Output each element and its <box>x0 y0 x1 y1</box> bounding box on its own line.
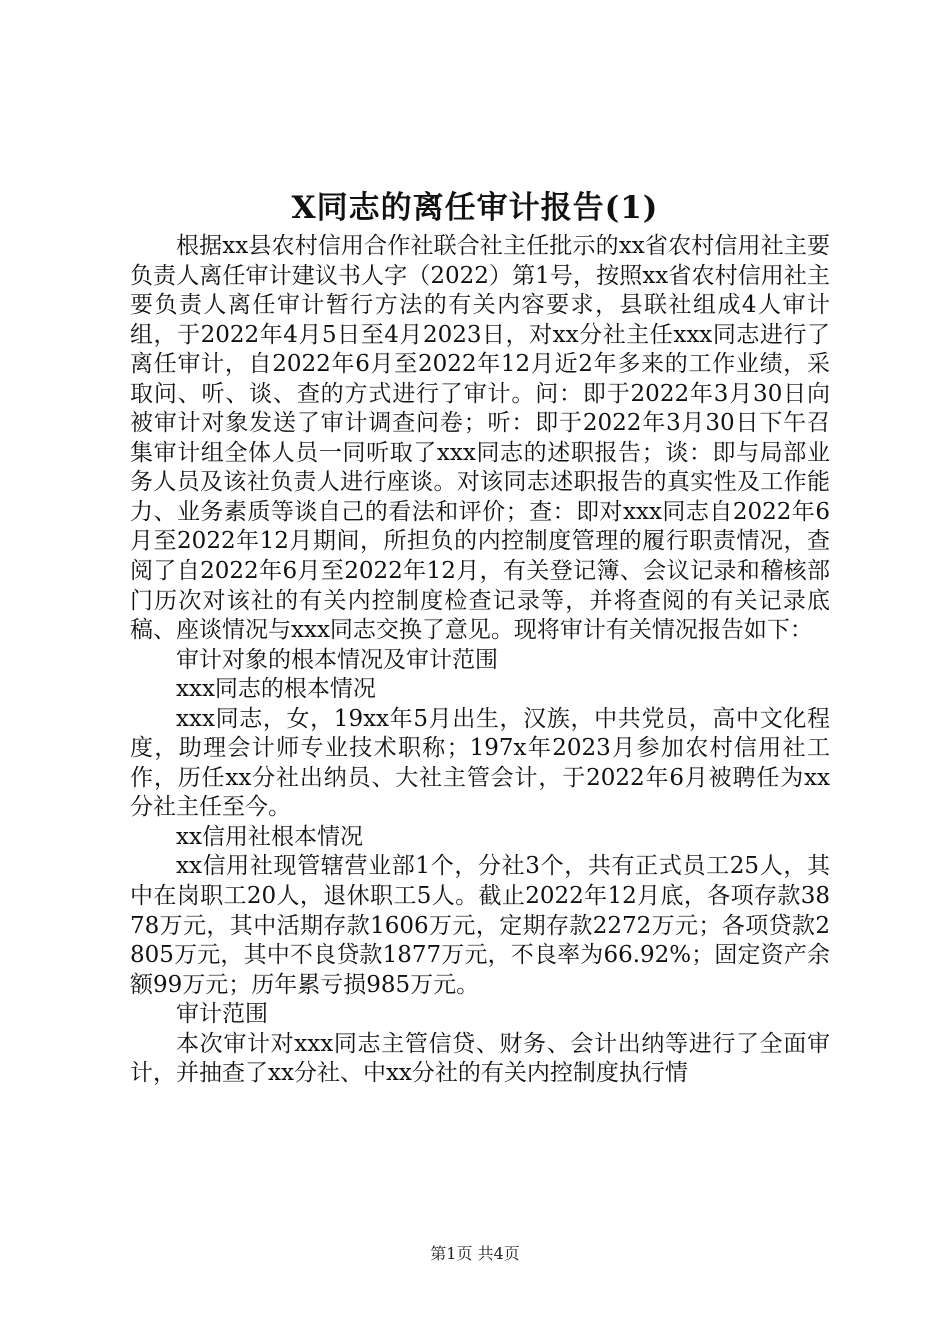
credit-union-paragraph: xx信用社现管辖营业部1个，分社3个，共有正式员工25人，其中在岗职工20人，退休职工5人。截止2022年12月底，各项存款3878万元，其中活期存款1606万元，定期存款2272万元；各项贷款2805万元，其中不良贷款1877万元，不良率为66.92%；固定资产余额99万元；历年累亏损985万元。 <box>130 853 830 998</box>
subsection-heading-credit-union: xx信用社根本情况 <box>176 823 363 850</box>
page-number-footer: 第1页 共4页 <box>430 1244 520 1263</box>
intro-paragraph: 根据xx县农村信用合作社联合社主任批示的xx省农村信用社主要负责人离任审计建议书人字（2022）第1号，按照xx省农村信用社主要负责人离任审计暂行方法的有关内容要求，县联社组成4人审计组，于2022年4月5日至4月2023日，对xx分社主任xxx同志进行了离任审计，自2022年6月至2022年12月近2年多来的工作业绩，采取问、听、谈、查的方式进行了审计。问：即于2022年3月30日向被审计对象发送了审计调查问卷；听：即于2022年3月30日下午召集审计组全体人员一同听取了xxx同志的述职报告；谈：即与局部业务人员及该社负责人进行座谈。对该同志述职报告的真实性及工作能力、业务素质等谈自己的看法和评价；查：即对xxx同志自2022年6月至2022年12月期间，所担负的内控制度管理的履行职责情况，查阅了自2022年6月至2022年12月，有关登记簿、会议记录和稽核部门历次对该社的有关内控制度检查记录等，并将查阅的有关记录底稿、座谈情况与xxx同志交换了意见。现将审计有关情况报告如下： <box>130 233 830 644</box>
document-body <box>130 232 830 1089</box>
audit-scope-paragraph: 本次审计对xxx同志主管信贷、财务、会计出纳等进行了全面审计，并抽查了xx分社、中xx分社的有关内控制度执行情 <box>130 1030 830 1087</box>
basic-info-paragraph: xxx同志，女，19xx年5月出生，汉族，中共党员，高中文化程度，助理会计师专业技术职称；197x年2023月参加农村信用社工作，历任xx分社出纳员、大社主管会计，于2022年6月被聘任为xx分社主任至今。 <box>130 705 830 821</box>
section-heading-audit-subject: 审计对象的根本情况及审计范围 <box>176 646 498 673</box>
document-title: X同志的离任审计报告(1) <box>291 190 659 226</box>
subsection-heading-basic-info: xxx同志的根本情况 <box>176 676 376 703</box>
subsection-heading-audit-scope: 审计范围 <box>176 1001 268 1028</box>
